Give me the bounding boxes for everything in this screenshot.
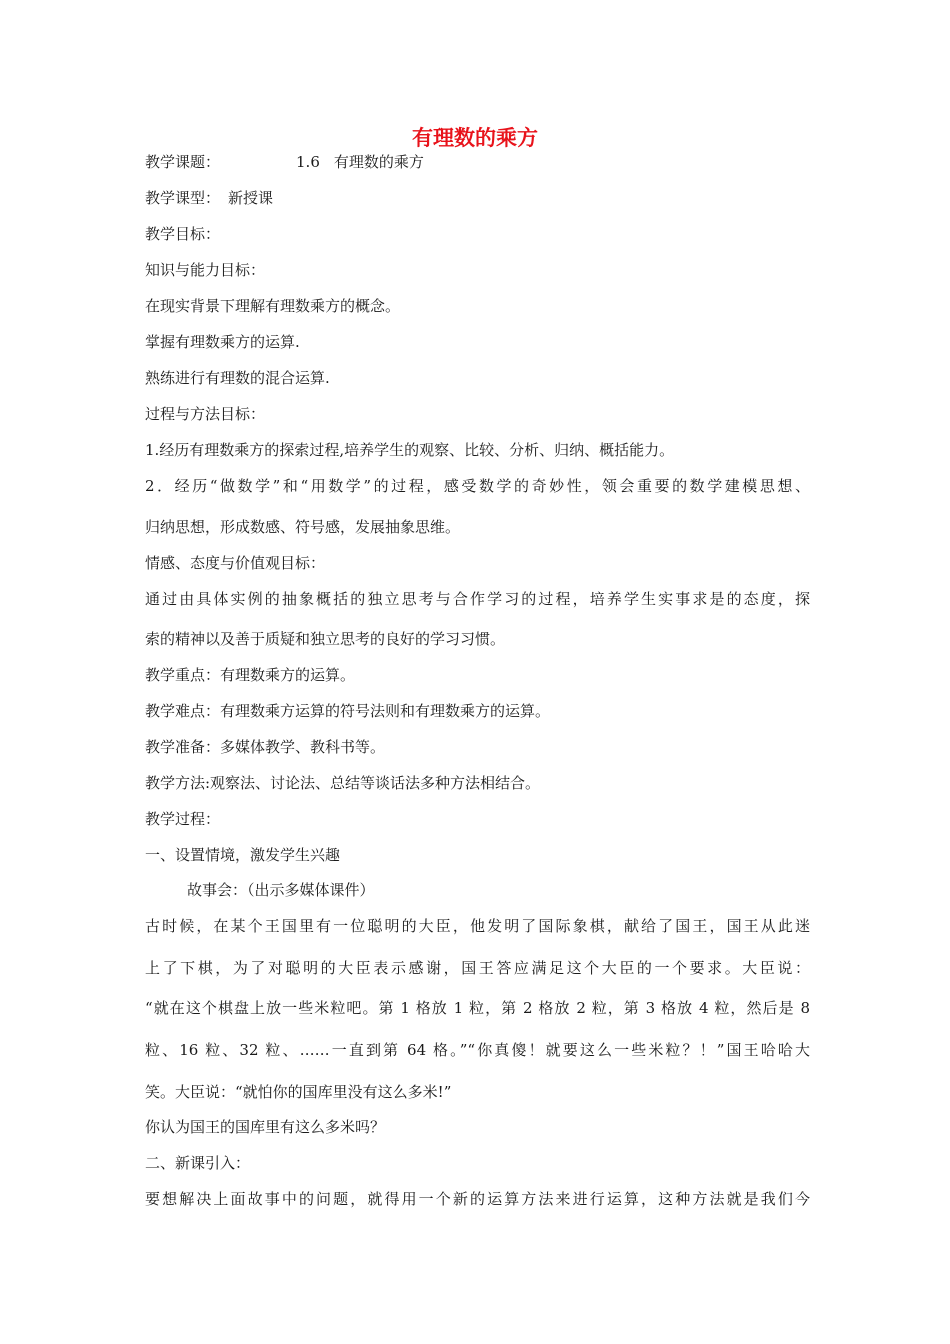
story-line: “就在这个棋盘上放一些米粒吧。第 1 格放 1 粒，第 2 格放 2 粒，第 3 格放 4 粒，然后是 8 [145, 999, 810, 1017]
story-line: 笑。大臣说：“就怕你的国库里没有这么多米!” [145, 1083, 452, 1101]
process-item: 2．经历“做数学”和“用数学”的过程，感受数学的奇妙性，领会重要的数学建模思想、 [145, 477, 810, 495]
question: 你认为国王的国库里有这么多米吗？ [145, 1118, 386, 1136]
topic-number: 1.6 [296, 153, 320, 171]
attitude-label: 情感、态度与价值观目标： [145, 554, 326, 572]
process-label: 过程与方法目标： [145, 405, 266, 423]
topic-label: 教学课题： [145, 153, 221, 171]
story-line: 古时候，在某个王国里有一位聪明的大臣，他发明了国际象棋，献给了国王，国王从此迷 [145, 917, 810, 935]
knowledge-item: 掌握有理数乘方的运算. [145, 333, 300, 351]
story-intro: 故事会：（出示多媒体课件） [187, 881, 375, 899]
process-item: 1.经历有理数乘方的探索过程,培养学生的观察、比较、分析、归纳、概括能力。 [145, 441, 675, 459]
section-heading: 二、新课引入： [145, 1154, 251, 1172]
difficulty: 教学难点：有理数乘方运算的符号法则和有理数乘方的运算。 [145, 702, 551, 720]
topic-line [145, 152, 810, 172]
story-line: 粒、16 粒、32 粒、……一直到第 64 格。”“你真傻！就要这么一些米粒？！”国王哈哈大 [145, 1041, 810, 1059]
document-title: 有理数的乘方 [412, 126, 538, 150]
topic-name: 有理数的乘方 [333, 153, 424, 171]
knowledge-item: 在现实背景下理解有理数乘方的概念。 [145, 297, 401, 315]
lesson-type-line [145, 188, 810, 208]
lesson-type-label: 教学课型： [145, 189, 221, 207]
lesson-type-value: 新授课 [228, 189, 274, 207]
attitude-item: 索的精神以及善于质疑和独立思考的良好的学习习惯。 [145, 630, 506, 648]
knowledge-label: 知识与能力目标： [145, 261, 266, 279]
key-point: 教学重点：有理数乘方的运算。 [145, 666, 356, 684]
preparation: 教学准备：多媒体教学、教科书等。 [145, 738, 386, 756]
process-item: 归纳思想，形成数感、符号感，发展抽象思维。 [145, 518, 461, 536]
process-heading: 教学过程： [145, 810, 221, 828]
attitude-item: 通过由具体实例的抽象概括的独立思考与合作学习的过程，培养学生实事求是的态度，探 [145, 590, 810, 608]
intro-text: 要想解决上面故事中的问题，就得用一个新的运算方法来进行运算，这种方法就是我们今 [145, 1190, 810, 1208]
section-heading: 一、设置情境，激发学生兴趣 [145, 846, 341, 864]
knowledge-item: 熟练进行有理数的混合运算. [145, 369, 330, 387]
objectives-label: 教学目标： [145, 225, 221, 243]
story-line: 上了下棋，为了对聪明的大臣表示感谢，国王答应满足这个大臣的一个要求。大臣说： [145, 959, 810, 977]
teaching-method: 教学方法:观察法、讨论法、总结等谈话法多种方法相结合。 [145, 774, 541, 792]
